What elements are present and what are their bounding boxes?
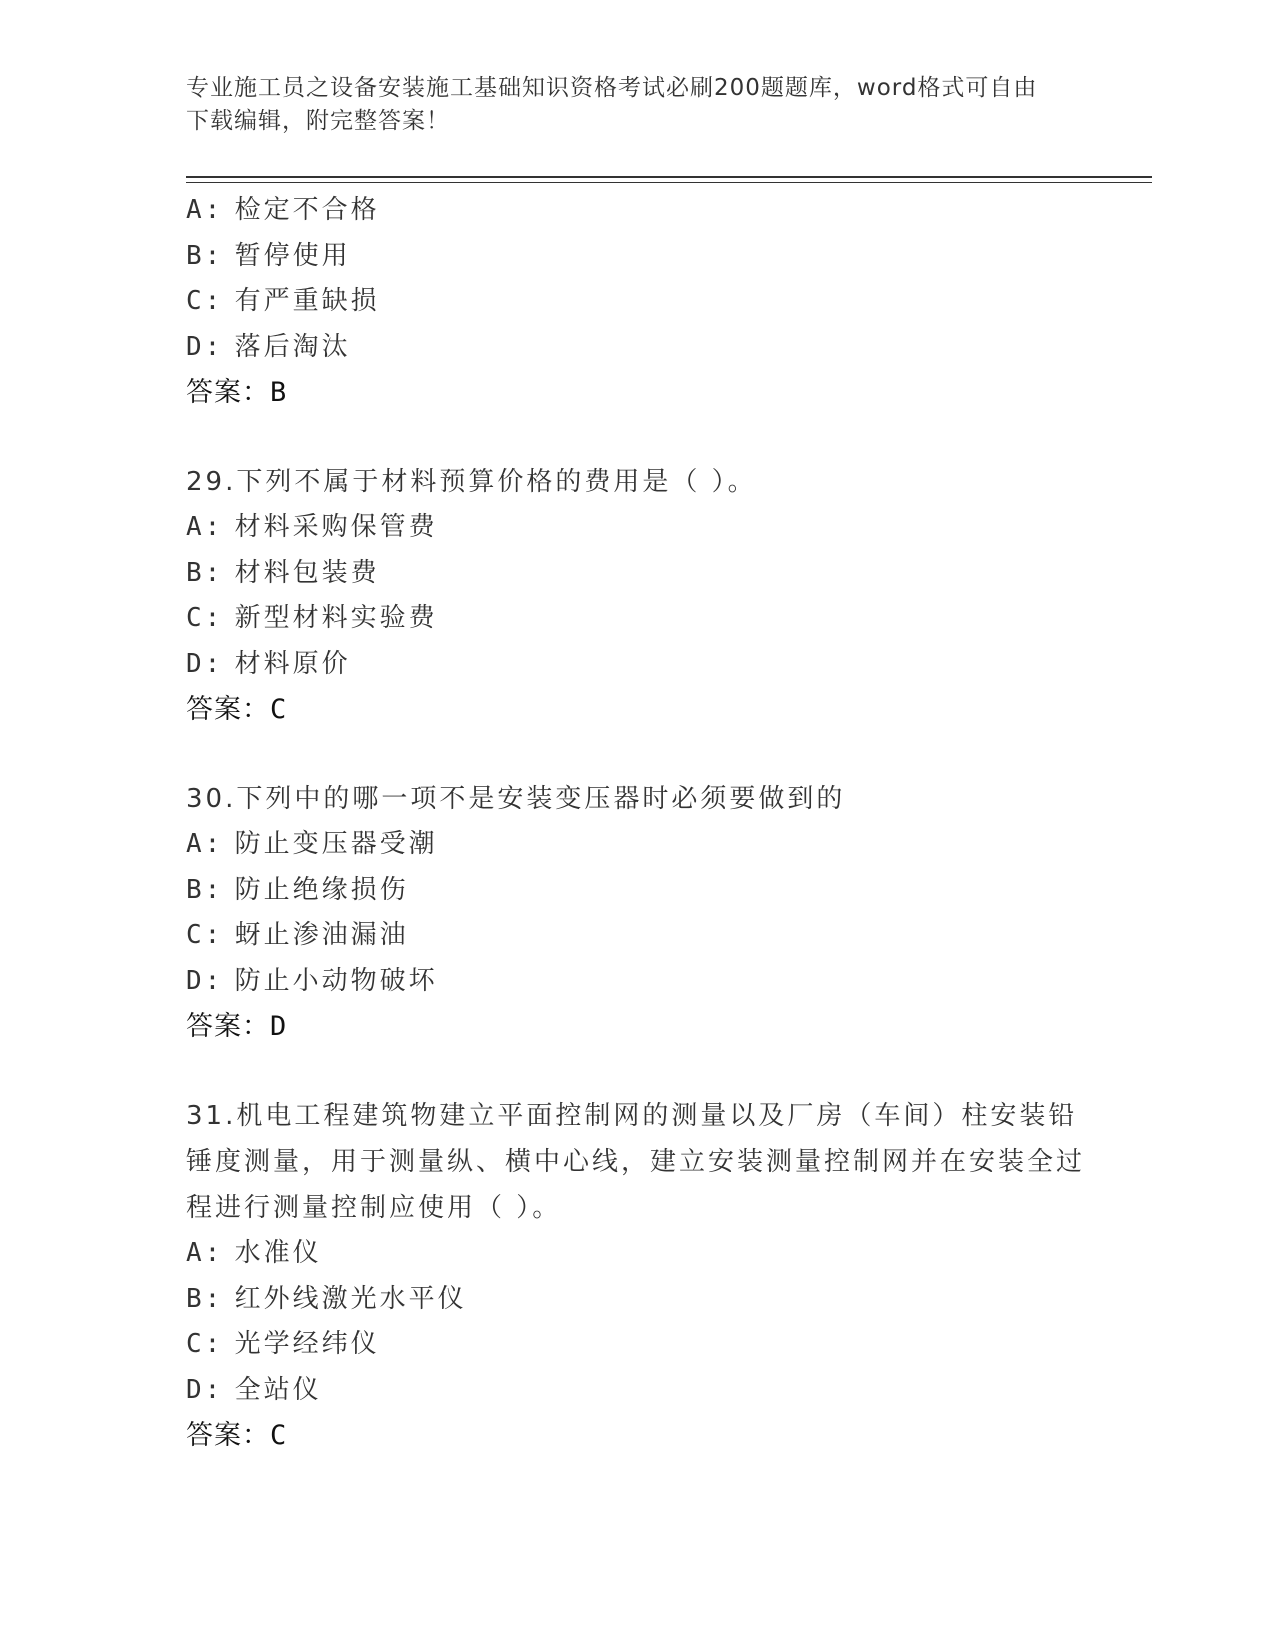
question-block-31 bbox=[186, 1093, 1086, 1459]
option-d: D: 材料原价 bbox=[186, 648, 351, 679]
question-text: 31.机电工程建筑物建立平面控制网的测量以及厂房（车间）柱安装铅锤度测量，用于测量纵、横中心线，建立安装测量控制网并在安装全过程进行测量控制应使用（ ）。 bbox=[186, 1101, 1086, 1223]
header-rule-thin bbox=[186, 182, 1152, 183]
option-b: B: 防止绝缘损伤 bbox=[186, 874, 409, 905]
answer: 答案：D bbox=[186, 1011, 288, 1042]
option-b: B: 红外线激光水平仪 bbox=[186, 1283, 467, 1314]
header-line-2: 下载编辑，附完整答案！ bbox=[186, 108, 450, 134]
question-text: 29.下列不属于材料预算价格的费用是（ ）。 bbox=[186, 467, 757, 497]
option-c: C: 蚜止渗油漏油 bbox=[186, 920, 409, 950]
option-a: A: 检定不合格 bbox=[186, 195, 380, 225]
option-d: D: 落后淘汰 bbox=[186, 331, 351, 362]
header-rule-thick bbox=[186, 176, 1152, 178]
question-list bbox=[186, 188, 1086, 1459]
option-c: C: 有严重缺损 bbox=[186, 286, 380, 316]
option-d: D: 全站仪 bbox=[186, 1374, 322, 1405]
answer: 答案：C bbox=[186, 1420, 288, 1451]
option-c: C: 新型材料实验费 bbox=[186, 603, 438, 633]
document-header bbox=[186, 72, 1066, 138]
question-block-30 bbox=[186, 776, 1086, 1050]
option-a: A: 防止变压器受潮 bbox=[186, 829, 438, 859]
option-b: B: 暂停使用 bbox=[186, 240, 351, 271]
answer: 答案：C bbox=[186, 694, 288, 725]
option-a: A: 材料采购保管费 bbox=[186, 512, 438, 542]
option-a: A: 水准仪 bbox=[186, 1238, 322, 1268]
option-d: D: 防止小动物破坏 bbox=[186, 965, 438, 996]
question-text: 30.下列中的哪一项不是安装变压器时必须要做到的 bbox=[186, 784, 846, 814]
answer: 答案：B bbox=[186, 377, 288, 408]
question-block-29 bbox=[186, 459, 1086, 733]
question-block-28 bbox=[186, 188, 1086, 416]
option-b: B: 材料包装费 bbox=[186, 557, 380, 588]
option-c: C: 光学经纬仪 bbox=[186, 1329, 380, 1359]
header-line-1: 专业施工员之设备安装施工基础知识资格考试必刷200题题库，word格式可自由 bbox=[186, 75, 1038, 101]
